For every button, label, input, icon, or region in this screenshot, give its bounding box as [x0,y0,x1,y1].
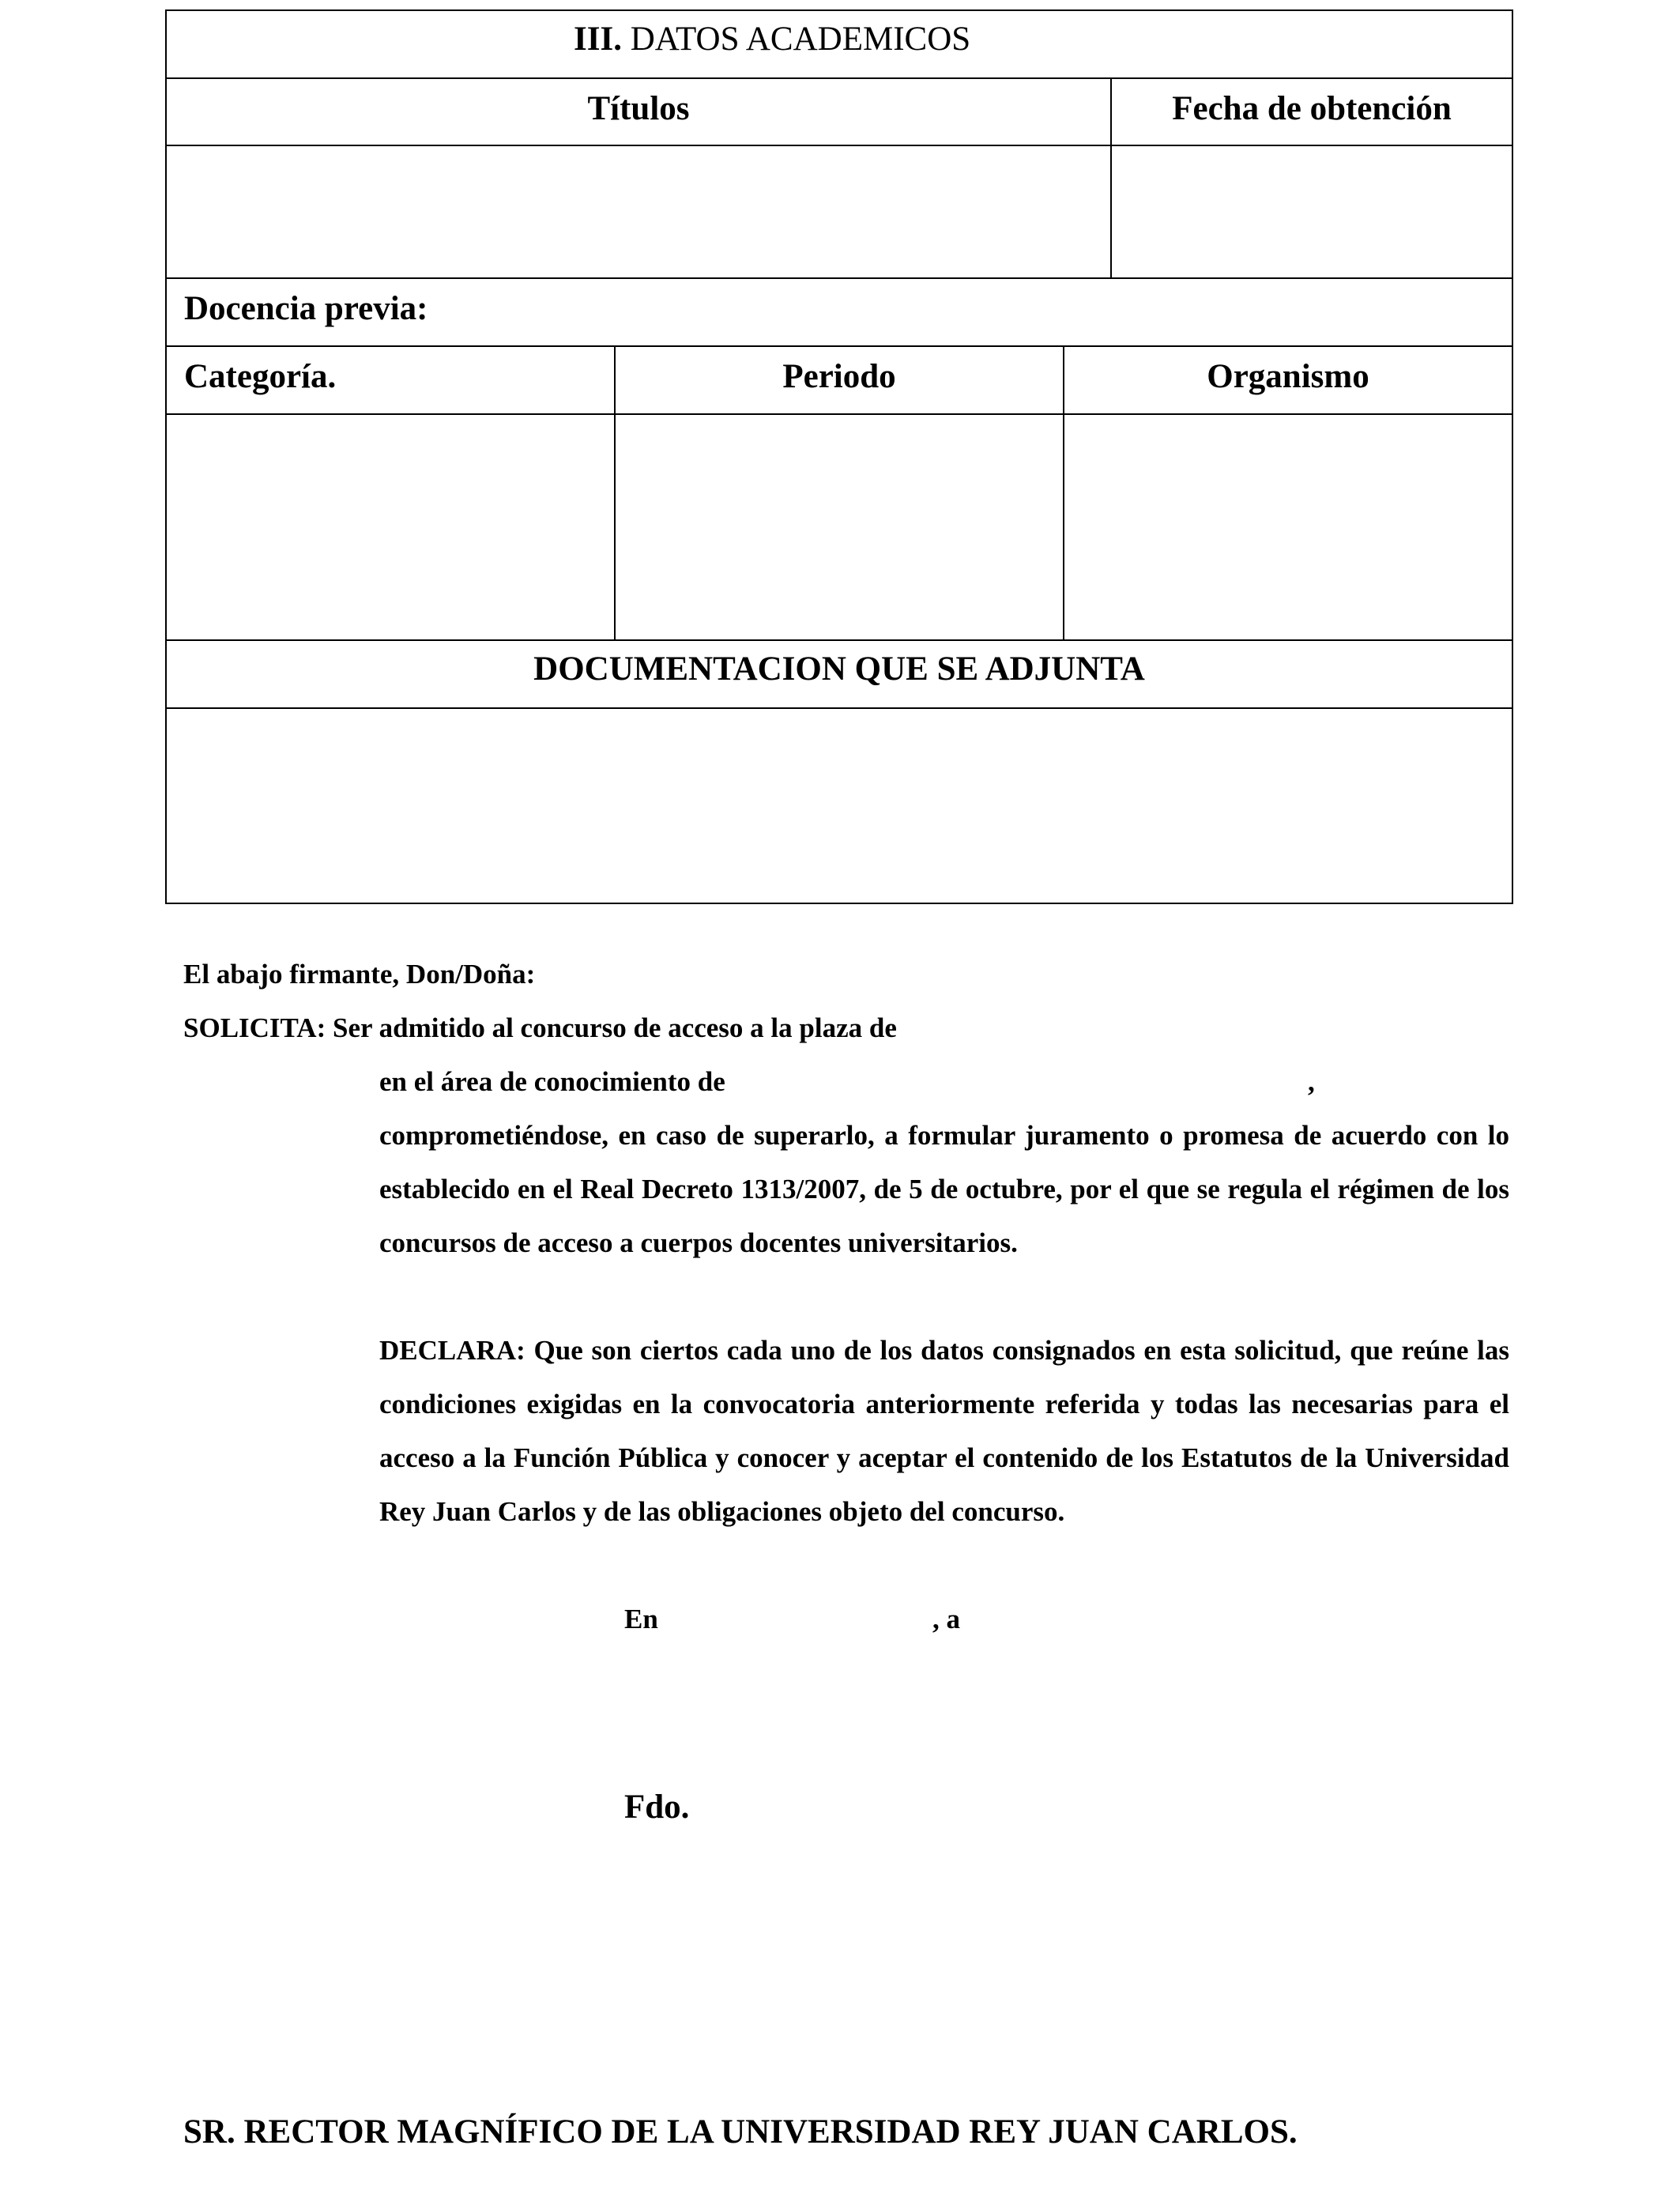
section-title [167,11,1512,77]
place-suffix: , a [932,1604,960,1634]
request-line: SOLICITA: Ser admitido al concurso de acceso a la plaza de [183,1012,897,1043]
section-title-text: DATOS ACADEMICOS [630,21,971,58]
knowledge-area-label: en el área de conocimiento de [379,1066,725,1097]
titles-body-row [167,146,1512,279]
period-header: Periodo [616,347,1064,413]
category-field[interactable] [167,415,616,639]
place-prefix: En [624,1604,658,1634]
teaching-label: Docencia previa: [184,290,428,327]
signature-label: Fdo. [624,1789,690,1826]
documentation-title: DOCUMENTACION QUE SE ADJUNTA [533,650,1145,688]
section-title-row [167,11,1512,79]
place-date-line [624,1593,960,1646]
section-number: III. [574,21,622,58]
teaching-header-row [167,347,1512,415]
date-field[interactable] [1112,146,1512,277]
organism-header: Organismo [1207,358,1369,395]
organism-field[interactable] [1064,415,1512,639]
addressee: SR. RECTOR MAGNÍFICO DE LA UNIVERSIDAD REY JUAN CARLOS. [183,2113,1298,2151]
declaration-paragraph: DECLARA: Que son ciertos cada uno de los datos consignados en esta solicitud, que reúne las condiciones exigidas en la convocatoria anteriormente referida y todas las necesarias para el acceso a la Función Pública y conocer y aceptar el contenido de los Estatutos de la Universidad Rey Juan Carlos y de las obligaciones objeto del concurso. [379,1335,1509,1527]
knowledge-area-comma: , [1308,1066,1315,1097]
teaching-label-row [167,279,1512,347]
titles-header-row [167,79,1512,146]
teaching-body-row [167,415,1512,641]
documentation-field[interactable] [167,709,1512,903]
signer-label: El abajo firmante, Don/Doña: [183,959,536,990]
knowledge-area-line [379,1055,1509,1109]
date-header: Fecha de obtención [1172,90,1452,127]
documentation-body-row [167,709,1512,903]
titles-field[interactable] [167,146,1112,277]
documentation-title-row [167,641,1512,709]
titles-header: Títulos [167,79,1112,145]
commitment-paragraph: comprometiéndose, en caso de superarlo, a formular juramento o promesa de acuerdo con lo establecido en el Real Decreto 1313/2007, de 5 de octubre, por el que se regula el régimen de los concursos de acceso a cuerpos docentes universitarios. [379,1120,1509,1258]
category-header: Categoría. [167,347,616,413]
period-field[interactable] [616,415,1064,639]
academic-data-table [165,9,1513,904]
